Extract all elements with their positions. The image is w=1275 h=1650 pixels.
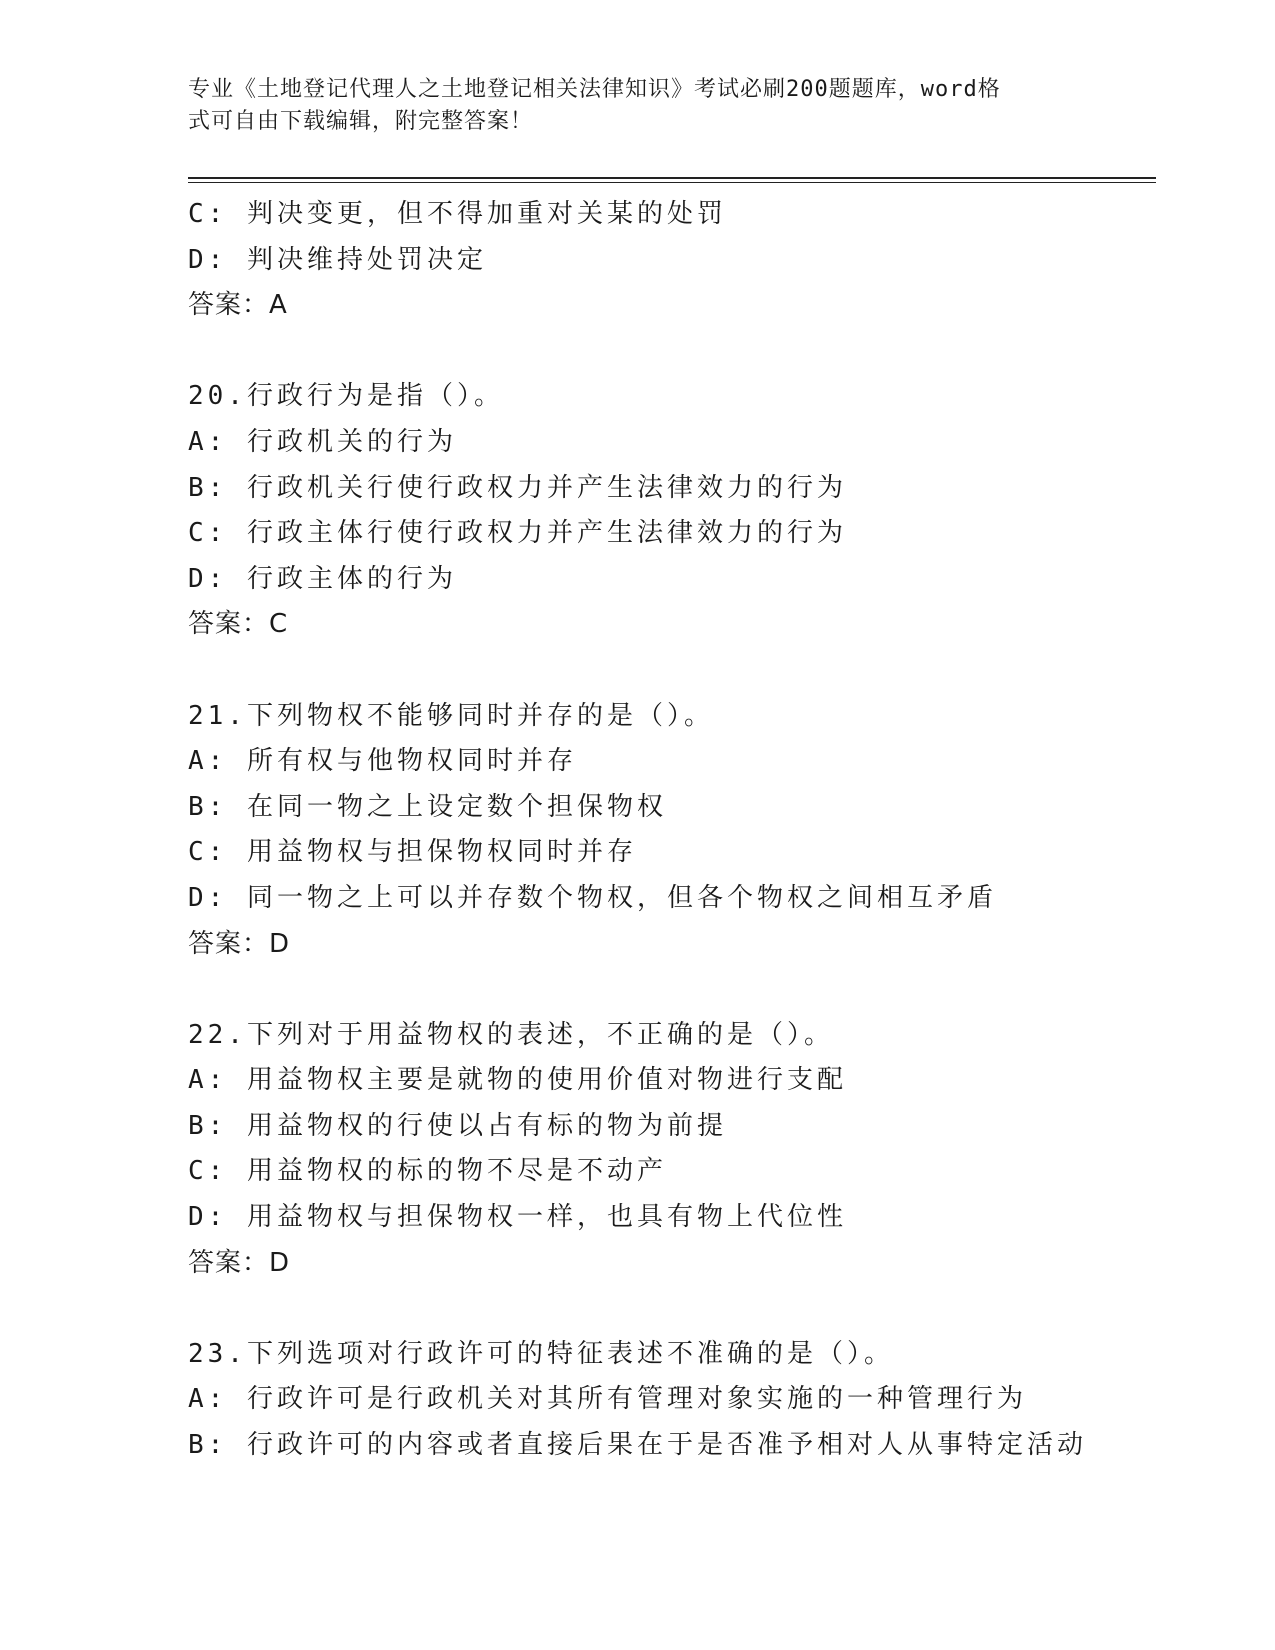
header-divider-thick bbox=[188, 177, 1156, 179]
option-c: C: 用益物权的标的物不尽是不动产 bbox=[188, 1156, 667, 1187]
question-stem: 23.下列选项对行政许可的特征表述不准确的是（）。 bbox=[188, 1338, 894, 1369]
answer-line: 答案：C bbox=[188, 609, 289, 640]
option-d: D: 同一物之上可以并存数个物权，但各个物权之间相互矛盾 bbox=[188, 882, 997, 913]
option-b: B: 行政许可的内容或者直接后果在于是否准予相对人从事特定活动 bbox=[188, 1430, 1087, 1461]
answer-line: 答案：D bbox=[188, 928, 291, 959]
option-a: A: 行政许可是行政机关对其所有管理对象实施的一种管理行为 bbox=[188, 1384, 1027, 1415]
header-divider-thin bbox=[188, 182, 1156, 183]
question-23 bbox=[188, 1332, 1148, 1469]
option-a: A: 所有权与他物权同时并存 bbox=[188, 746, 577, 777]
question-stem: 20.行政行为是指（）。 bbox=[188, 381, 504, 412]
option-d: D: 判决维持处罚决定 bbox=[188, 244, 487, 275]
option-c: C: 用益物权与担保物权同时并存 bbox=[188, 837, 637, 868]
option-a: A: 用益物权主要是就物的使用价值对物进行支配 bbox=[188, 1065, 847, 1096]
option-c: C: 判决变更，但不得加重对关某的处罚 bbox=[188, 199, 727, 229]
option-d: D: 用益物权与担保物权一样，也具有物上代位性 bbox=[188, 1202, 847, 1233]
option-b: B: 在同一物之上设定数个担保物权 bbox=[188, 791, 667, 822]
question-stem: 21.下列物权不能够同时并存的是（）。 bbox=[188, 700, 714, 731]
question-list bbox=[188, 192, 1148, 1469]
header-title-line-1: 专业《土地登记代理人之土地登记相关法律知识》考试必刷200题题库，word格 bbox=[188, 77, 1001, 102]
option-d: D: 行政主体的行为 bbox=[188, 563, 457, 594]
question-stem: 22.下列对于用益物权的表述，不正确的是（）。 bbox=[188, 1019, 834, 1050]
header-title-line-2: 式可自由下载编辑，附完整答案！ bbox=[188, 109, 534, 134]
option-a: A: 行政机关的行为 bbox=[188, 426, 457, 457]
question-19-tail bbox=[188, 192, 1148, 329]
answer-line: 答案：A bbox=[188, 290, 288, 321]
document-header bbox=[188, 74, 1068, 138]
answer-line: 答案：D bbox=[188, 1247, 291, 1278]
option-b: B: 用益物权的行使以占有标的物为前提 bbox=[188, 1110, 727, 1141]
spacer bbox=[188, 648, 1148, 694]
option-b: B: 行政机关行使行政权力并产生法律效力的行为 bbox=[188, 472, 847, 503]
question-22 bbox=[188, 1013, 1148, 1287]
spacer bbox=[188, 967, 1148, 1013]
option-c: C: 行政主体行使行政权力并产生法律效力的行为 bbox=[188, 518, 847, 549]
spacer bbox=[188, 329, 1148, 375]
question-20 bbox=[188, 374, 1148, 648]
question-21 bbox=[188, 694, 1148, 968]
spacer bbox=[188, 1286, 1148, 1332]
